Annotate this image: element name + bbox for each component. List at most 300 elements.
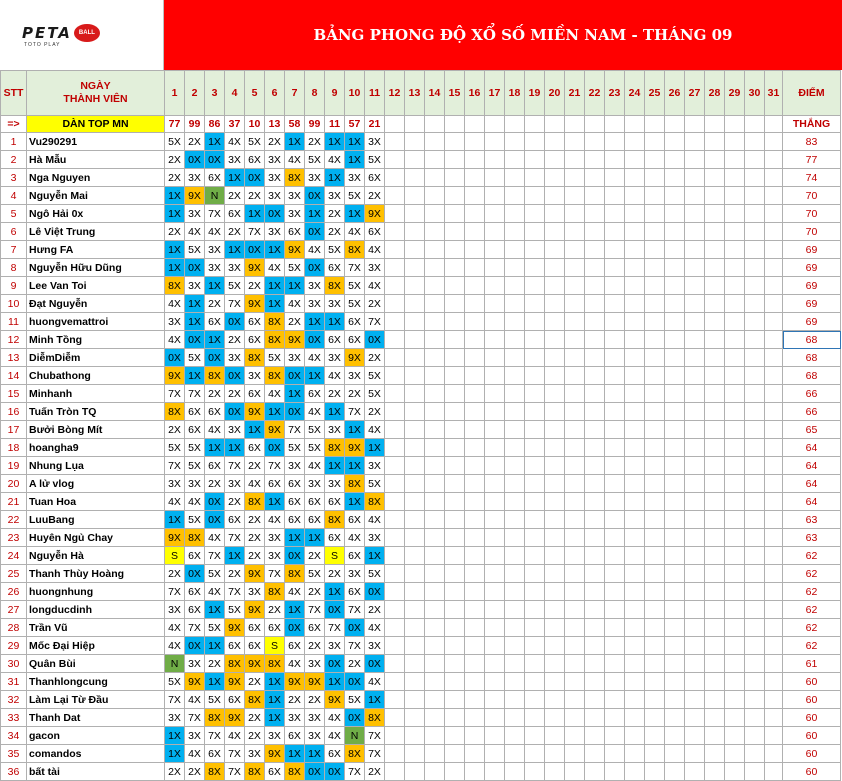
day-result-cell[interactable] [425,475,445,493]
day-result-cell[interactable]: 5X [305,565,325,583]
day-result-cell[interactable]: 6X [345,331,365,349]
top-number-cell[interactable]: 37 [225,116,245,133]
day-result-cell[interactable]: 5X [185,241,205,259]
day-result-cell[interactable] [725,709,745,727]
day-result-cell[interactable] [585,763,605,781]
day-result-cell[interactable]: 9X [305,673,325,691]
day-result-cell[interactable] [565,223,585,241]
day-result-cell[interactable]: 7X [245,223,265,241]
day-result-cell[interactable] [705,385,725,403]
day-result-cell[interactable]: 6X [305,511,325,529]
member-points[interactable]: 70 [783,187,841,205]
day-result-cell[interactable] [545,691,565,709]
day-result-cell[interactable] [625,763,645,781]
day-result-cell[interactable] [645,529,665,547]
day-result-cell[interactable] [545,547,565,565]
day-result-cell[interactable] [485,745,505,763]
day-result-cell[interactable] [485,655,505,673]
day-result-cell[interactable]: 8X [345,745,365,763]
day-result-cell[interactable] [445,205,465,223]
day-result-cell[interactable] [545,493,565,511]
day-result-cell[interactable]: 4X [225,133,245,151]
day-result-cell[interactable] [465,205,485,223]
day-result-cell[interactable] [545,241,565,259]
day-result-cell[interactable] [745,151,765,169]
member-points[interactable]: 64 [783,457,841,475]
day-result-cell[interactable] [425,277,445,295]
day-result-cell[interactable] [405,223,425,241]
day-result-cell[interactable] [605,529,625,547]
member-name[interactable]: Nguyễn Hà [27,547,165,565]
day-result-cell[interactable] [585,475,605,493]
member-points[interactable]: 60 [783,727,841,745]
day-result-cell[interactable]: 1X [305,529,325,547]
member-points[interactable]: 60 [783,673,841,691]
day-result-cell[interactable]: 9X [345,349,365,367]
day-result-cell[interactable] [725,133,745,151]
day-result-cell[interactable] [505,421,525,439]
day-result-cell[interactable] [605,187,625,205]
day-result-cell[interactable]: 0X [205,493,225,511]
day-result-cell[interactable]: 3X [325,475,345,493]
day-result-cell[interactable]: 2X [225,493,245,511]
day-result-cell[interactable]: 2X [325,205,345,223]
day-result-cell[interactable] [685,169,705,187]
member-name[interactable]: Nga Nguyen [27,169,165,187]
top-number-cell[interactable] [565,116,585,133]
day-result-cell[interactable] [705,655,725,673]
day-result-cell[interactable]: 5X [205,691,225,709]
day-result-cell[interactable]: 1X [265,295,285,313]
top-number-cell[interactable] [465,116,485,133]
day-result-cell[interactable] [725,385,745,403]
day-result-cell[interactable] [725,259,745,277]
day-result-cell[interactable] [745,295,765,313]
day-result-cell[interactable]: 1X [245,421,265,439]
day-result-cell[interactable] [385,637,405,655]
day-result-cell[interactable]: 3X [265,547,285,565]
day-result-cell[interactable] [725,313,745,331]
day-result-cell[interactable] [525,601,545,619]
day-result-cell[interactable] [385,385,405,403]
day-result-cell[interactable] [545,637,565,655]
day-result-cell[interactable] [425,403,445,421]
day-result-cell[interactable] [645,655,665,673]
day-result-cell[interactable] [505,583,525,601]
day-result-cell[interactable]: 1X [165,205,185,223]
day-result-cell[interactable] [385,583,405,601]
day-result-cell[interactable]: 7X [205,547,225,565]
day-result-cell[interactable] [545,565,565,583]
day-result-cell[interactable] [465,169,485,187]
day-result-cell[interactable] [745,637,765,655]
day-result-cell[interactable] [465,673,485,691]
day-result-cell[interactable] [545,619,565,637]
member-points[interactable]: 69 [783,313,841,331]
day-result-cell[interactable]: 5X [205,565,225,583]
day-result-cell[interactable]: 3X [265,529,285,547]
day-result-cell[interactable] [645,187,665,205]
day-result-cell[interactable] [445,511,465,529]
day-result-cell[interactable] [445,385,465,403]
member-name[interactable]: Thanh Dat [27,709,165,727]
day-result-cell[interactable] [505,673,525,691]
day-result-cell[interactable]: 2X [305,133,325,151]
day-result-cell[interactable]: 3X [225,349,245,367]
day-result-cell[interactable] [665,601,685,619]
day-result-cell[interactable] [725,601,745,619]
day-result-cell[interactable] [705,313,725,331]
day-result-cell[interactable]: 7X [225,745,245,763]
member-name[interactable]: Lee Van Toi [27,277,165,295]
day-result-cell[interactable]: 1X [305,313,325,331]
day-result-cell[interactable] [525,673,545,691]
day-result-cell[interactable] [425,547,445,565]
day-result-cell[interactable] [685,475,705,493]
day-result-cell[interactable] [505,241,525,259]
day-result-cell[interactable] [745,439,765,457]
day-result-cell[interactable]: 8X [345,241,365,259]
day-result-cell[interactable] [705,727,725,745]
day-result-cell[interactable] [765,601,783,619]
day-result-cell[interactable]: 3X [285,457,305,475]
day-result-cell[interactable] [545,673,565,691]
day-result-cell[interactable] [585,493,605,511]
day-result-cell[interactable] [665,349,685,367]
day-result-cell[interactable] [385,727,405,745]
day-result-cell[interactable]: 1X [265,673,285,691]
day-result-cell[interactable] [765,421,783,439]
day-result-cell[interactable] [645,601,665,619]
day-result-cell[interactable] [585,727,605,745]
top-number-cell[interactable] [405,116,425,133]
day-result-cell[interactable] [665,313,685,331]
day-result-cell[interactable] [505,637,525,655]
day-result-cell[interactable] [545,439,565,457]
day-result-cell[interactable]: 2X [365,295,385,313]
day-result-cell[interactable] [485,205,505,223]
member-points[interactable]: 83 [783,133,841,151]
day-result-cell[interactable] [665,529,685,547]
member-points[interactable]: 60 [783,709,841,727]
day-result-cell[interactable] [385,565,405,583]
day-result-cell[interactable]: 0X [225,403,245,421]
day-result-cell[interactable] [745,385,765,403]
day-result-cell[interactable] [745,583,765,601]
day-result-cell[interactable]: 6X [245,637,265,655]
day-result-cell[interactable] [505,331,525,349]
day-result-cell[interactable]: 3X [365,259,385,277]
day-result-cell[interactable] [525,385,545,403]
day-result-cell[interactable] [605,565,625,583]
day-result-cell[interactable] [505,655,525,673]
day-result-cell[interactable] [585,349,605,367]
day-result-cell[interactable]: 3X [185,277,205,295]
day-result-cell[interactable]: 0X [305,331,325,349]
day-result-cell[interactable]: 2X [205,295,225,313]
day-result-cell[interactable]: 9X [245,295,265,313]
day-result-cell[interactable]: 3X [305,475,325,493]
day-result-cell[interactable] [685,367,705,385]
day-result-cell[interactable]: 1X [205,133,225,151]
day-result-cell[interactable]: 7X [185,709,205,727]
day-result-cell[interactable]: 1X [205,673,225,691]
day-result-cell[interactable]: 0X [305,187,325,205]
day-result-cell[interactable]: 4X [285,151,305,169]
day-result-cell[interactable] [705,493,725,511]
day-result-cell[interactable] [505,205,525,223]
day-result-cell[interactable] [725,727,745,745]
day-result-cell[interactable]: 8X [325,511,345,529]
day-result-cell[interactable] [485,619,505,637]
day-result-cell[interactable]: 1X [325,583,345,601]
day-result-cell[interactable] [765,187,783,205]
day-result-cell[interactable]: 4X [165,295,185,313]
day-result-cell[interactable] [625,565,645,583]
day-result-cell[interactable] [485,637,505,655]
day-result-cell[interactable] [545,421,565,439]
day-result-cell[interactable]: 4X [265,511,285,529]
day-result-cell[interactable] [605,241,625,259]
day-result-cell[interactable] [565,439,585,457]
day-result-cell[interactable] [485,403,505,421]
day-result-cell[interactable]: 6X [265,619,285,637]
day-result-cell[interactable]: 2X [365,349,385,367]
day-result-cell[interactable]: 7X [225,763,245,781]
day-result-cell[interactable]: 0X [265,205,285,223]
day-result-cell[interactable]: 4X [305,457,325,475]
day-result-cell[interactable]: 4X [285,295,305,313]
day-result-cell[interactable] [425,187,445,205]
day-result-cell[interactable]: 3X [225,151,245,169]
day-result-cell[interactable] [465,223,485,241]
day-result-cell[interactable] [725,583,745,601]
day-result-cell[interactable] [685,187,705,205]
member-points[interactable]: 62 [783,619,841,637]
day-result-cell[interactable] [405,601,425,619]
member-points[interactable]: 64 [783,439,841,457]
day-result-cell[interactable] [685,637,705,655]
day-result-cell[interactable]: 5X [165,673,185,691]
day-result-cell[interactable] [705,673,725,691]
day-result-cell[interactable] [605,331,625,349]
day-result-cell[interactable] [525,655,545,673]
day-result-cell[interactable]: 3X [225,259,245,277]
day-result-cell[interactable] [545,367,565,385]
day-result-cell[interactable]: 2X [225,223,245,241]
day-result-cell[interactable] [425,511,445,529]
member-points[interactable]: 61 [783,655,841,673]
day-result-cell[interactable] [425,241,445,259]
day-result-cell[interactable] [605,439,625,457]
day-result-cell[interactable]: 2X [265,133,285,151]
day-result-cell[interactable] [705,277,725,295]
day-result-cell[interactable] [645,241,665,259]
day-result-cell[interactable]: 8X [285,565,305,583]
day-result-cell[interactable]: 3X [165,709,185,727]
day-result-cell[interactable] [445,727,465,745]
day-result-cell[interactable]: 1X [265,277,285,295]
day-result-cell[interactable]: 5X [365,565,385,583]
day-result-cell[interactable]: 6X [205,457,225,475]
day-result-cell[interactable]: 6X [185,601,205,619]
day-result-cell[interactable] [385,259,405,277]
day-result-cell[interactable] [445,223,465,241]
day-result-cell[interactable] [605,385,625,403]
day-result-cell[interactable] [505,385,525,403]
day-result-cell[interactable] [605,745,625,763]
day-result-cell[interactable]: 0X [285,403,305,421]
day-result-cell[interactable] [725,511,745,529]
day-result-cell[interactable] [505,187,525,205]
day-result-cell[interactable]: S [165,547,185,565]
day-result-cell[interactable]: 1X [265,493,285,511]
day-result-cell[interactable] [545,763,565,781]
day-result-cell[interactable] [725,169,745,187]
day-result-cell[interactable] [685,241,705,259]
top-number-cell[interactable] [705,116,725,133]
day-result-cell[interactable]: 6X [285,511,305,529]
day-result-cell[interactable] [745,511,765,529]
day-result-cell[interactable] [605,169,625,187]
day-result-cell[interactable]: 4X [305,241,325,259]
day-result-cell[interactable] [465,655,485,673]
day-result-cell[interactable] [725,475,745,493]
day-result-cell[interactable]: 6X [225,205,245,223]
top-number-cell[interactable] [445,116,465,133]
day-result-cell[interactable]: 0X [185,331,205,349]
top-number-cell[interactable]: 57 [345,116,365,133]
day-result-cell[interactable]: 9X [325,691,345,709]
day-result-cell[interactable] [425,313,445,331]
member-name[interactable]: huongnhung [27,583,165,601]
day-result-cell[interactable] [565,457,585,475]
day-result-cell[interactable] [565,691,585,709]
day-result-cell[interactable] [605,709,625,727]
day-result-cell[interactable] [705,169,725,187]
day-result-cell[interactable] [665,709,685,727]
day-result-cell[interactable] [525,277,545,295]
day-result-cell[interactable] [765,259,783,277]
day-result-cell[interactable] [485,457,505,475]
day-result-cell[interactable] [465,331,485,349]
day-result-cell[interactable] [625,385,645,403]
day-result-cell[interactable]: 2X [225,187,245,205]
day-result-cell[interactable]: 1X [325,133,345,151]
day-result-cell[interactable]: 7X [165,457,185,475]
day-result-cell[interactable] [385,277,405,295]
day-result-cell[interactable]: 1X [345,421,365,439]
day-result-cell[interactable] [685,727,705,745]
day-result-cell[interactable] [385,619,405,637]
day-result-cell[interactable] [465,763,485,781]
day-result-cell[interactable] [565,547,585,565]
day-result-cell[interactable] [765,349,783,367]
day-result-cell[interactable] [605,763,625,781]
day-result-cell[interactable]: 8X [245,349,265,367]
day-result-cell[interactable]: 5X [345,187,365,205]
day-result-cell[interactable]: 2X [365,187,385,205]
day-result-cell[interactable]: 4X [185,493,205,511]
day-result-cell[interactable] [385,133,405,151]
day-result-cell[interactable] [725,205,745,223]
day-result-cell[interactable] [485,439,505,457]
day-result-cell[interactable]: 3X [245,367,265,385]
day-result-cell[interactable] [645,439,665,457]
day-result-cell[interactable]: 4X [305,403,325,421]
day-result-cell[interactable]: 6X [225,691,245,709]
day-result-cell[interactable] [765,565,783,583]
day-result-cell[interactable] [565,583,585,601]
day-result-cell[interactable] [385,673,405,691]
day-result-cell[interactable] [565,259,585,277]
day-result-cell[interactable] [685,673,705,691]
day-result-cell[interactable] [445,637,465,655]
day-result-cell[interactable] [485,385,505,403]
day-result-cell[interactable] [425,529,445,547]
day-result-cell[interactable]: 6X [345,313,365,331]
top-number-cell[interactable]: 13 [265,116,285,133]
day-result-cell[interactable] [485,169,505,187]
day-result-cell[interactable] [445,367,465,385]
day-result-cell[interactable]: 3X [305,295,325,313]
day-result-cell[interactable] [645,205,665,223]
day-result-cell[interactable] [485,241,505,259]
day-result-cell[interactable]: 5X [185,439,205,457]
day-result-cell[interactable] [405,727,425,745]
day-result-cell[interactable] [425,331,445,349]
day-result-cell[interactable] [585,205,605,223]
day-result-cell[interactable] [745,367,765,385]
day-result-cell[interactable]: 1X [325,673,345,691]
day-result-cell[interactable] [485,763,505,781]
day-result-cell[interactable] [545,583,565,601]
member-name[interactable]: Ngô Hải 0x [27,205,165,223]
day-result-cell[interactable]: 8X [205,763,225,781]
day-result-cell[interactable]: 0X [245,241,265,259]
day-result-cell[interactable] [425,133,445,151]
day-result-cell[interactable]: 5X [365,385,385,403]
day-result-cell[interactable] [585,547,605,565]
day-result-cell[interactable] [445,655,465,673]
day-result-cell[interactable] [505,601,525,619]
member-name[interactable]: Minhanh [27,385,165,403]
day-result-cell[interactable] [625,223,645,241]
day-result-cell[interactable] [705,151,725,169]
day-result-cell[interactable] [625,259,645,277]
day-result-cell[interactable]: 2X [305,691,325,709]
day-result-cell[interactable] [485,565,505,583]
day-result-cell[interactable] [605,475,625,493]
day-result-cell[interactable]: 3X [305,169,325,187]
day-result-cell[interactable] [385,349,405,367]
day-result-cell[interactable] [685,385,705,403]
day-result-cell[interactable] [605,295,625,313]
day-result-cell[interactable]: 7X [305,601,325,619]
top-number-cell[interactable] [385,116,405,133]
day-result-cell[interactable] [665,385,685,403]
day-result-cell[interactable] [585,601,605,619]
day-result-cell[interactable] [765,493,783,511]
day-result-cell[interactable]: 6X [205,745,225,763]
day-result-cell[interactable] [725,493,745,511]
day-result-cell[interactable]: 8X [185,529,205,547]
day-result-cell[interactable] [585,187,605,205]
day-result-cell[interactable] [765,709,783,727]
day-result-cell[interactable] [525,763,545,781]
day-result-cell[interactable] [465,295,485,313]
day-result-cell[interactable] [565,205,585,223]
